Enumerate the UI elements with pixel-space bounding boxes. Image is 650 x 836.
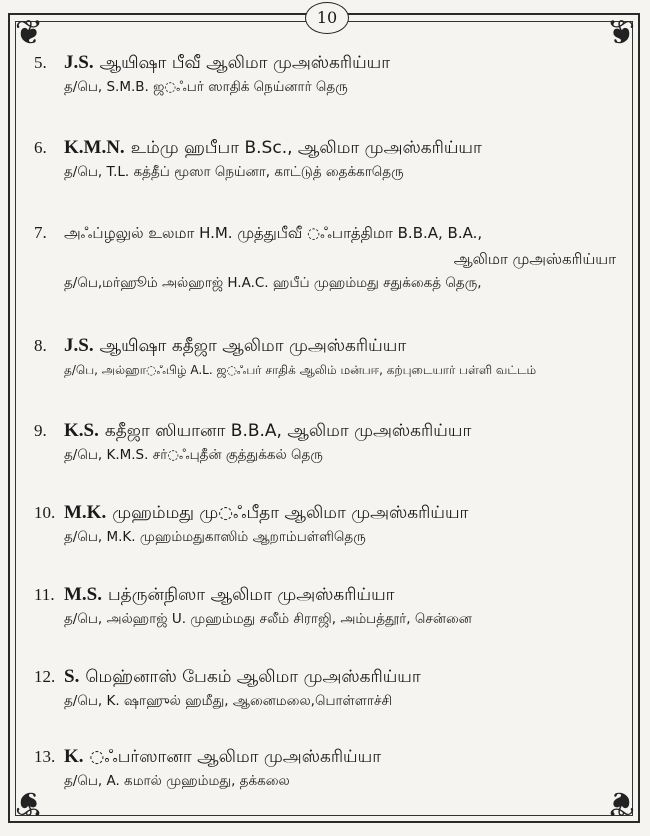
list-item — [34, 664, 624, 712]
entry-parent: த/பெ, K. ஷாஹுல் ஹமீது, ஆனைமலை,பொள்ளாச்சி — [64, 693, 393, 709]
entry-name: அஃப்ழலுல் உலமா H.M. முத்துபீவீ ◌ஃபாத்திமா B.B.A, B.A., — [64, 224, 483, 242]
list-item — [34, 418, 624, 466]
corner-ornament-icon: ❦ — [14, 13, 44, 53]
entry-number: 7. — [34, 223, 47, 242]
entry-number: 13. — [34, 747, 56, 766]
entry-parent: த/பெ, S.M.B. ஜ◌ஃபர் ஸாதிக் நெய்னார் தெரு — [64, 79, 348, 95]
entry-number: 10. — [34, 503, 56, 522]
entry-initial: K.M.N. — [64, 137, 125, 158]
list-item — [34, 500, 624, 548]
entry-initial: S. — [64, 666, 80, 687]
entry-initial: J.S. — [64, 52, 94, 73]
corner-ornament-icon: ❦ — [606, 13, 636, 53]
entry-number: 5. — [34, 53, 47, 72]
entry-parent: த/பெ,மர்ஹூம் அல்ஹாஜ் H.A.C. ஹபீப் முஹம்மது சதுக்கைத் தெரு, — [64, 275, 482, 291]
entry-parent: த/பெ, K.M.S. சர்◌ஃபுதீன் குத்துக்கல் தெரு — [64, 447, 323, 463]
entry-parent: த/பெ, M.K. முஹம்மதுகாஸிம் ஆறாம்பள்ளிதெரு — [64, 529, 366, 545]
entry-parent: த/பெ, அல்ஹாஜ் U. முஹம்மது சலீம் சிராஜி, அம்பத்தூர், சென்னை — [64, 611, 472, 627]
entry-name: ◌ஃபர்ஸானா ஆலிமா முஅஸ்கரிய்யா — [89, 747, 382, 767]
entry-parent: த/பெ, T.L. கத்தீப் மூஸா நெய்னா, காட்டுத் தைக்காதெரு — [64, 164, 404, 180]
entry-name: ஆயிஷா கதீஜா ஆலிமா முஅஸ்கரிய்யா — [99, 336, 407, 356]
corner-ornament-icon: ❦ — [606, 783, 636, 823]
entry-number: 9. — [34, 421, 47, 440]
entry-name: ஆயிஷா பீவீ ஆலிமா முஅஸ்கரிய்யா — [99, 53, 391, 73]
list-item — [34, 135, 624, 183]
entry-initial: J.S. — [64, 335, 94, 356]
entry-number: 12. — [34, 667, 56, 686]
entry-number: 6. — [34, 138, 47, 157]
entry-name: முஹம்மது மு◌ஃபீதா ஆலிமா முஅஸ்கரிய்யா — [112, 503, 469, 523]
corner-ornament-icon: ❦ — [14, 783, 44, 823]
entry-name: உம்மு ஹபீபா B.Sc., ஆலிமா முஅஸ்கரிய்யா — [130, 138, 482, 158]
entry-initial: M.S. — [64, 584, 102, 605]
entry-parent: த/பெ, அல்ஹா◌ஃபிழ் A.L. ஜ◌ஃபர் சாதிக் ஆலிம் மன்பஈ, கற்புடையார் பள்ளி வட்டம் — [64, 363, 537, 377]
list-item — [34, 333, 624, 381]
entry-name: கதீஜா ஸியானா B.B.A, ஆலிமா முஅஸ்கரிய்யா — [104, 421, 472, 441]
entry-number: 8. — [34, 336, 47, 355]
entry-initial: M.K. — [64, 502, 107, 523]
entry-initial: K.S. — [64, 420, 99, 441]
entry-name-continued: ஆலிமா முஅஸ்கரிய்யா — [453, 250, 616, 268]
entry-name: பத்ருன்நிஸா ஆலிமா முஅஸ்கரிய்யா — [108, 585, 395, 605]
page-number: 10 — [305, 2, 349, 34]
list-item — [34, 220, 624, 294]
list-item — [34, 744, 624, 792]
list-item — [34, 582, 624, 630]
list-item — [34, 50, 624, 98]
entry-number: 11. — [34, 585, 55, 604]
entry-parent: த/பெ, A. கமால் முஹம்மது, தக்கலை — [64, 773, 290, 789]
entry-name: மெஹ்னாஸ் பேகம் ஆலிமா முஅஸ்கரிய்யா — [85, 667, 421, 687]
entry-initial: K. — [64, 746, 84, 767]
